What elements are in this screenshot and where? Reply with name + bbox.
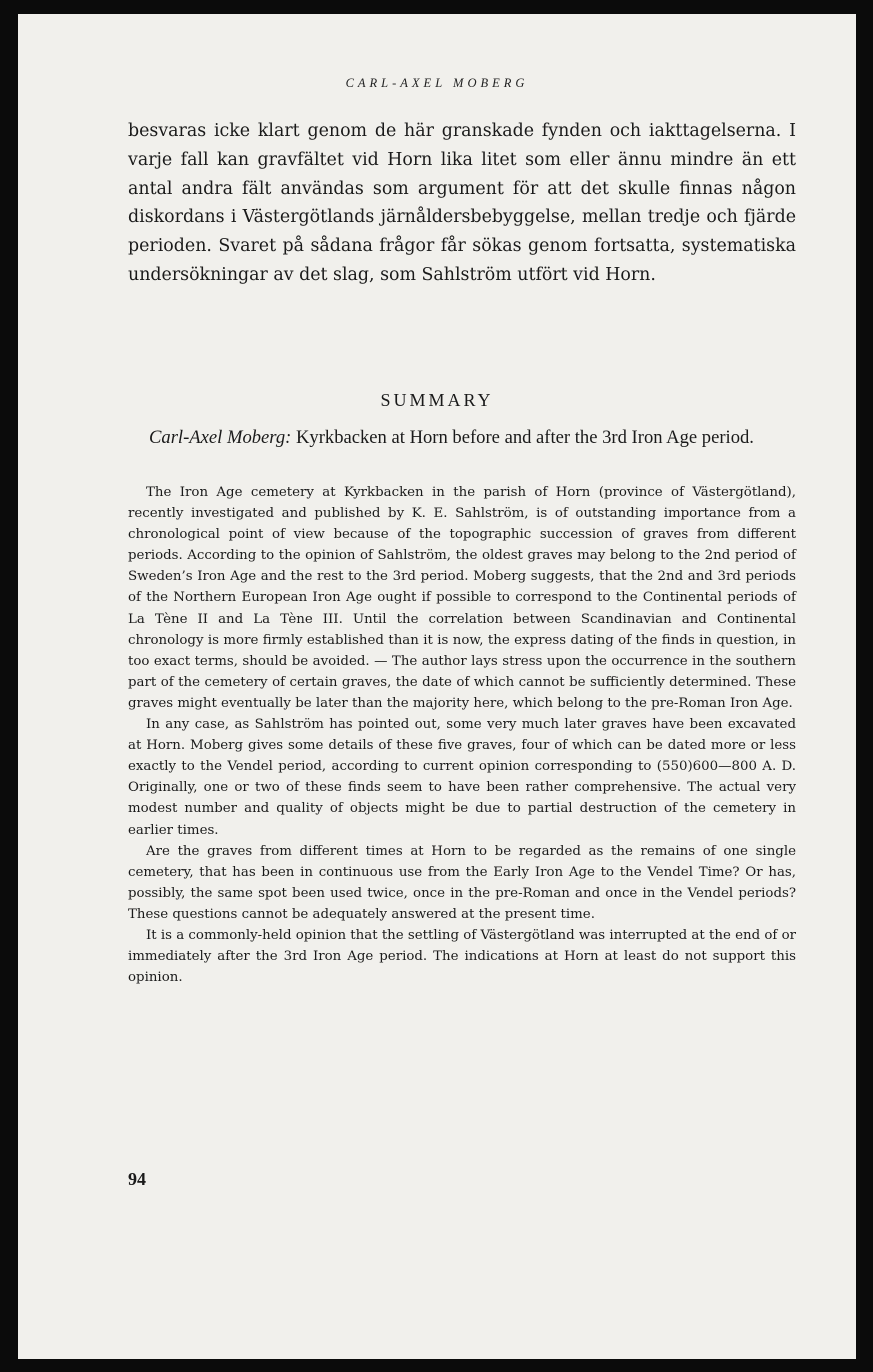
summary-author: Carl-Axel Moberg: <box>149 427 292 448</box>
swedish-paragraph <box>128 117 796 290</box>
summary-paragraph: The Iron Age cemetery at Kyrkbacken in the parish of Horn (province of Västergötland), recently investigated and published by K. E. Sahlström, is of outstanding importance from a chronological point of view because of the topographic succession of graves from different periods. According to the opinion of Sahlström, the oldest graves may belong to the 2nd period of Sweden’s Iron Age and the rest to the 3rd period. Moberg suggests, that the 2nd and 3rd periods of the Northern European Iron Age ought if possible to correspond to the Continental periods of La Tène II and La Tène III. Until the correlation between Scandinavian and Continental chronology is more firmly established than it is now, the express dating of the finds in question, in too exact terms, should be avoided. — The author lays stress upon the occurrence in the southern part of the cemetery of certain graves, the date of which cannot be sufficiently determined. These graves might eventually be later than the majority here, which belong to the pre-Roman Iron Age. <box>128 485 796 711</box>
summary-heading <box>128 426 796 450</box>
summary-paragraph: In any case, as Sahlström has pointed out, some very much later graves have been excavated at Horn. Moberg gives some details of these five graves, four of which can be dated more or less exactly to the Vendel period, according to current opinion corresponding to (550)600—800 A. D. Originally, one or two of these finds seem to have been rather comprehensive. The actual very modest number and quality of objects might be due to partial destruction of the cemetery in earlier times. <box>128 717 796 838</box>
summary-body <box>128 482 796 988</box>
summary-title: SUMMARY <box>380 390 494 410</box>
summary-paragraph: Are the graves from different times at Horn to be regarded as the remains of one single cemetery, that has been in continuous use from the Early Iron Age to the Vendel Time? Or has, possibly, the same spot been used twice, once in the pre-Roman and once in the Vendel periods? These questions cannot be adequately answered at the present time. <box>128 843 796 922</box>
page-number: 94 <box>128 1169 146 1189</box>
running-head: CARL-AXEL MOBERG <box>345 76 529 90</box>
summary-subject: Kyrkbacken at Horn before and after the 3rd Iron Age period. <box>291 427 754 448</box>
summary-paragraph: It is a commonly-held opinion that the settling of Västergötland was interrupted at the end of or immediately after the 3rd Iron Age period. The indications at Horn at least do not support this opinion. <box>128 927 796 986</box>
scanned-page <box>18 14 856 1359</box>
swedish-paragraph-text: besvaras icke klart genom de här granskade fynden och iakttagelserna. I varje fall kan gravfältet vid Horn lika litet som eller ännu mindre än ett antal andra fält användas som argument för att det skulle finnas någon diskordans i Västergötlands järnåldersbebyggelse, mellan tredje och fjärde perioden. Svaret på sådana frågor får sökas genom fortsatta, systematiska undersökningar av det slag, som Sahlström utfört vid Horn. <box>128 121 796 285</box>
